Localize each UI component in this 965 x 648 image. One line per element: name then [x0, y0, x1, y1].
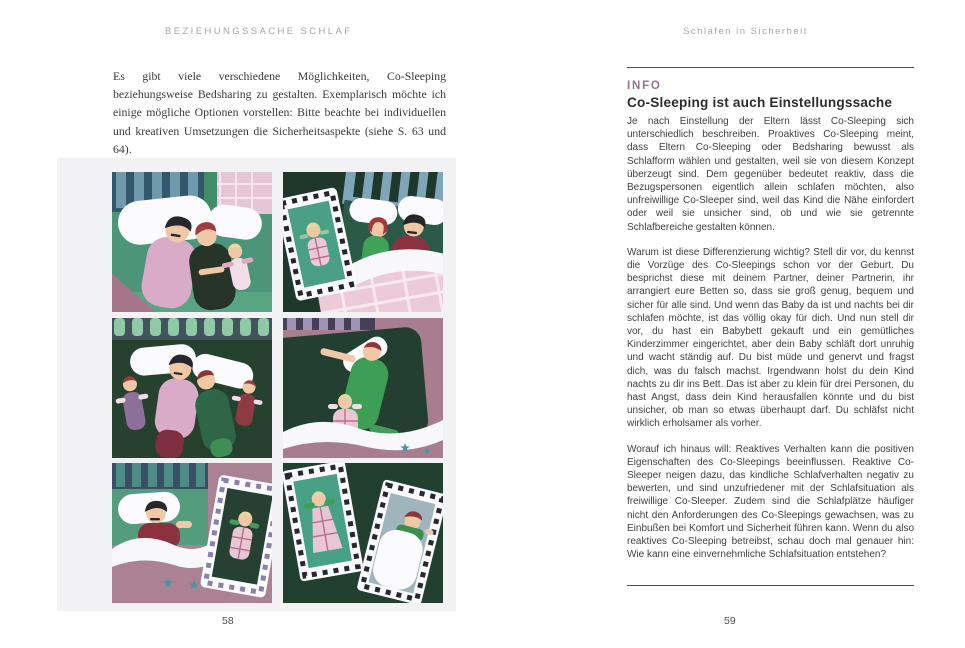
info-box-bottom-rule: [627, 585, 914, 586]
info-label: INFO: [627, 80, 662, 92]
left-running-header: BEZIEHUNGSSACHE SCHLAF: [165, 26, 353, 37]
page-number-left: 58: [222, 615, 234, 627]
info-paragraph-3: Worauf ich hinaus will: Reaktives Verhalten kann die positiven Eigenschaften des Co-Sleepings beeinflussen. Reaktive Co-Sleeper neigen dazu, das kindliche Schlafverhalten negativ zu bewerten, und sind unzufriedener mit der Schlafsituation als freiwillige Co-Sleeper. Zudem sind die Schlafplätze häufiger nicht den Anforderungen des Co-Sleepings gewachsen, was zu Einbußen bei Komfort und Sicherheit führen kann. Wenn du also reaktives Co-Sleeping betreibst, schau doch mal genauer hin: Wie kann eine einvernehmliche Schlafsituation entstehen?: [627, 443, 914, 561]
intro-paragraph: Es gibt viele verschiedene Möglichkeiten, Co-Sleeping beziehungsweise Bedsharing zu gestalten. Exemplarisch möchte ich einige mögliche Optionen vorstellen: Bitte beachte bei individuellen und kreativen Umsetzungen die Sicherheitsaspekte (siehe S. 63 und 64).: [113, 69, 446, 156]
separate-sleep-places-illustration: [283, 463, 443, 603]
right-running-header: Schlafen in Sicherheit: [683, 26, 808, 37]
illustration-sidecar-crib: [283, 172, 443, 312]
info-paragraph-1: Je nach Einstellung der Eltern lässt Co-Sleeping sich unterschiedlich beschreiben. Proaktives Co-Sleeping meint, dass Eltern Co-Sleeping oder Bedsharing bewusst als Schlafform wählen und gestalten, weil sie von diesem Konzept überzeugt sind. Dem gegenüber bedeutet reaktiv, dass die Bezugspersonen eigentlich allein schlafen möchten, also unfreiwillige Co-Sleeper sind, weil das Kind die Nähe einfordert oder weil sie unsicher sind, ob und wie sie getrennte Schlafbereiche gestalten können.: [627, 116, 914, 233]
info-paragraph-2: Warum ist diese Differenzierung wichtig? Stell dir vor, du kennst die Vorzüge des Co-Sleepings schon vor der Geburt. Du besprichst diese mit deinem Partner, deiner Partnerin, ihr arrangiert eure Betten so, dass sie groß genug, bequem und sicher für alle sind. Und wenn das Baby da ist und nachts bei dir schlafen möchte, ist das völlig okay für dich. Und nun stell dir vor, du hast ein Babybett gekauft und ein gemütliches Kinderzimmer eingerichtet, aber dein Baby schläft dort unruhig und wacht ständig auf. Du bist müde und genervt und fragst dich, was du falsch machst. Irgendwann holst du dein Kind nachts zu dir ins Bett. Das ist aber zu klein für drei Personen, du hast Angst, dass dein Kind herausfallen könnte und du bist unsicher, ob man so etwas überhaupt darf. Du schläfst nicht wirklich erholsamer als vorher.: [627, 246, 914, 430]
info-box-top-rule: [627, 67, 914, 68]
illustration-parent-baby-bed: [283, 318, 443, 458]
parent-baby-bed-illustration: [283, 318, 443, 458]
family-bed-illustration: [112, 172, 272, 312]
illustration-family-bed: [112, 172, 272, 312]
bed-next-to-crib-illustration: [112, 463, 272, 603]
info-body: [627, 115, 914, 562]
page-number-right: 59: [724, 615, 736, 627]
illustration-separate-sleep-places: [283, 463, 443, 603]
illustration-bed-next-to-crib: [112, 463, 272, 603]
illustration-family-bed-two-kids: [112, 318, 272, 458]
illustration-grid: [112, 172, 443, 603]
family-bed-two-kids-illustration: [112, 318, 272, 458]
info-title: Co-Sleeping ist auch Einstellungssache: [627, 95, 893, 110]
sidecar-crib-illustration: [283, 172, 443, 312]
